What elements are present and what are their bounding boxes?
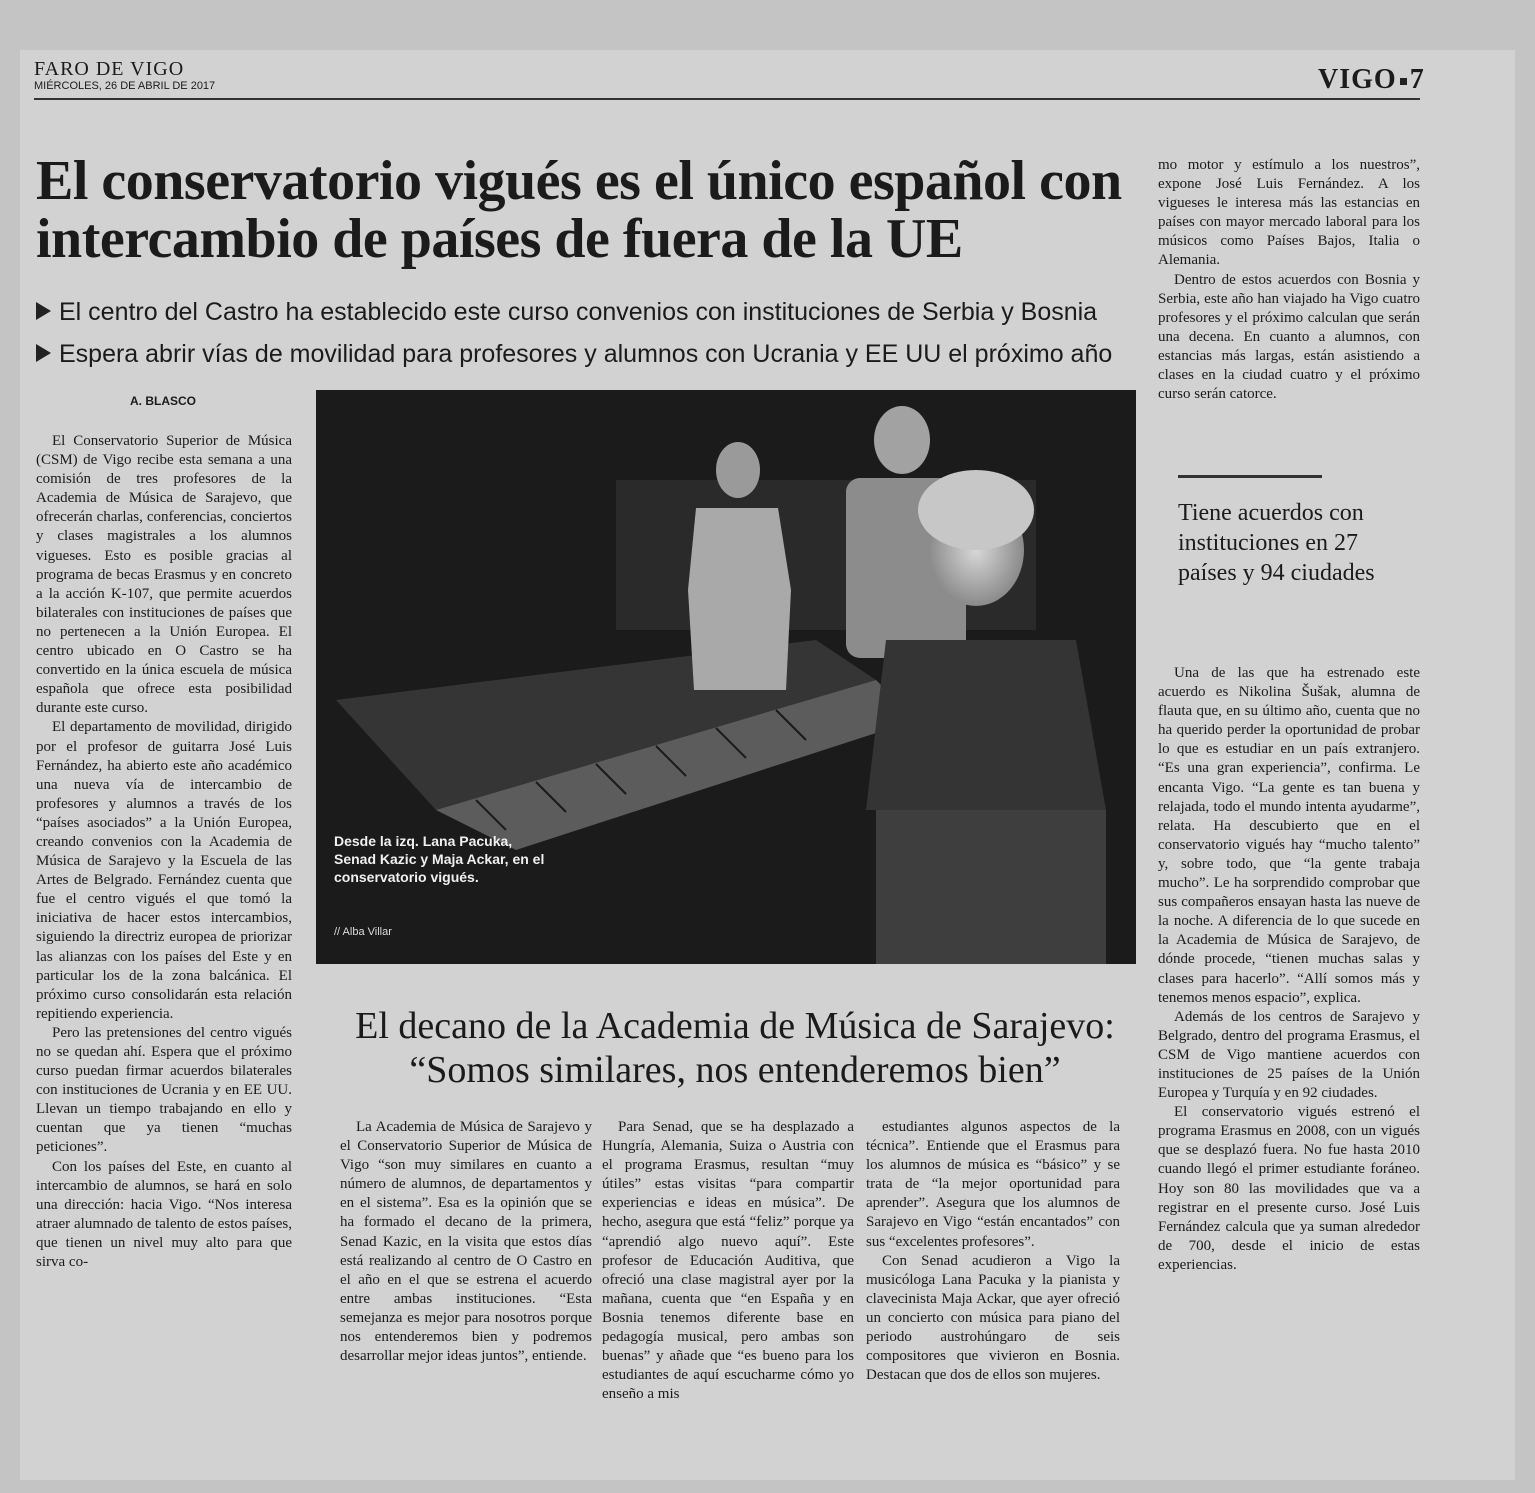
paragraph: La Academia de Música de Sarajevo y el Conservatorio Superior de Música de Vigo “son muy similares en cuanto a número de alumnos, de departamentos y en el sistema”. Esa es la opinión que se ha formado el decano de la primera, Senad Kazic, en la visita que estos días está realizando al centro de O Castro en el año en el que se estrena el acuerdo entre ambas instituciones. “Esta semejanza es mejor para nosotros porque nos entenderemos bien y podremos desarrollar mejor ideas juntos”, entiende. <box>340 1119 592 1365</box>
bullet-triangle-icon <box>36 302 51 320</box>
section-name: VIGO <box>1318 64 1397 95</box>
sidebar-column-3 <box>866 1118 1120 1385</box>
photo-credit: // Alba Villar <box>334 926 392 938</box>
pull-quote-rule <box>1178 475 1322 478</box>
paragraph: estudiantes algunos aspectos de la técnica”. Entiende que el Erasmus para los alumnos de música es “básico” y se trata de “la mejor oportunidad para aprender”. Asegura que los alumnos de Sarajevo en Vigo “están encantados” con sus “excelentes profesores”. <box>866 1119 1120 1250</box>
paragraph: El Conservatorio Superior de Música (CSM) de Vigo recibe esta semana a una comisión de tres profesores de la Academia de Música de Sarajevo, que ofrecerán charlas, conferencias, conciertos y clases magistrales a los alumnos vigueses. Esto es posible gracias al programa de becas Erasmus y en concreto a la acción K-107, que permite acuerdos bilaterales con instituciones de países que no pertenecen a la Unión Europea. El centro ubicado en O Castro se ha convertido en la única escuela de música española que ofrece esta posibilidad durante este curso. <box>36 433 292 717</box>
bullet-triangle-icon <box>36 344 51 362</box>
paragraph: mo motor y estímulo a los nuestros”, expone José Luis Fernández. A los vigueses le interesa más las estancias en países con mayor mercado laboral para los músicos como Países Bajos, Italia o Alemania. <box>1158 157 1420 269</box>
photo-caption: Desde la izq. Lana Pacuka, Senad Kazic y Maja Ackar, en el conservatorio vigués. <box>334 833 545 885</box>
page-number: 7 <box>1409 64 1425 95</box>
article-subhead-2: Espera abrir vías de movilidad para profesores y alumnos con Ucrania y EE UU el próximo año <box>36 340 1112 369</box>
sidebar-column-1 <box>340 1118 592 1366</box>
paragraph: Además de los centros de Sarajevo y Belgrado, dentro del programa Erasmus, el CSM de Vigo mantiene acuerdos con instituciones de 25 países de la Unión Europea y Turquía y en 92 ciudades. <box>1158 1008 1420 1102</box>
sidebar-headline: El decano de la Academia de Música de Sarajevo: “Somos similares, nos entenderemos bien” <box>355 1005 1115 1091</box>
paragraph: Pero las pretensiones del centro vigués no se quedan ahí. Espera que el próximo curso puedan firmar acuerdos bilaterales con instituciones de Ucrania y en EE UU. Llevan un tiempo trabajando en ello y cuentan que ya tienen “muchas peticiones”. <box>36 1024 292 1156</box>
paragraph: Con Senad acudieron a Vigo la musicóloga Lana Pacuka y la pianista y clavecinista Maja Ackar, que ayer ofreció un concierto con música para piano del periodo austrohúngaro de seis compositores que vivieron en Bosnia. Destacan que dos de ellos son mujeres. <box>866 1252 1120 1384</box>
article-column-right-bottom <box>1158 664 1420 1275</box>
masthead-rule <box>34 98 1420 100</box>
paragraph: Para Senad, que se ha desplazado a Hungría, Alemania, Suiza o Austria con el programa Erasmus, resultan “muy útiles” estas visitas “para compartir experiencias e ideas en música”. De hecho, asegura que está “feliz” porque ya “aprendió algo nuevo aquí”. Este profesor de Educación Auditiva, que ofreció una clase magistral ayer por la mañana, cuenta que “en España y en Bosnia tenemos diferente base en pedagogía musical, pero ambas son buenas” y añade que “es bueno para los estudiantes de aquí escucharme cómo yo enseño a mis <box>602 1119 854 1403</box>
paragraph: El departamento de movilidad, dirigido por el profesor de guitarra José Luis Fernández, ha abierto este año académico una nueva vía de intercambio de profesores y alumnos a través de los “países asociados” a la Unión Europea, creando convenios con la Academia de Música de Sarajevo y la Escuela de las Artes de Belgrado. Fernández cuenta que fue el centro vigués el que tomó la iniciativa de hacer estos intercambios, siguiendo la directriz europea de priorizar las alianzas con los países del Este y en particular los de la zona balcánica. El próximo curso consolidarán esta relación repitiendo experiencia. <box>36 719 292 1022</box>
paragraph: Con los países del Este, en cuanto al intercambio de alumnos, se hará en solo una dirección: hacia Vigo. “Nos interesa atraer alumnado de talento de estos países, que tienen un nivel muy alto para que sirva co- <box>36 1158 292 1271</box>
pull-quote: Tiene acuerdos con instituciones en 27 países y 94 ciudades <box>1178 500 1375 586</box>
article-headline: El conservatorio vigués es el único español con intercambio de países de fuera de la UE <box>36 150 1122 270</box>
paragraph: Dentro de estos acuerdos con Bosnia y Serbia, este año han viajado ha Vigo cuatro profesores y el próximo calculan que serán una decena. En cuanto a alumnos, con estancias más largas, están asistiendo a clases en la ciudad cuatro y el próximo curso serán catorce. <box>1158 271 1420 403</box>
paragraph: El conservatorio vigués estrenó el programa Erasmus en 2008, con un vigués que se desplazó fuera. No fue hasta 2010 cuando llegó el primer estudiante foráneo. Hoy son 80 las movilidades que va a registrar en el presente curso. José Luis Fernández calcula que ya suman alrededor de 700, desde el inicio de estas experiencias. <box>1158 1104 1420 1273</box>
issue-date: MIÉRCOLES, 26 DE ABRIL DE 2017 <box>34 80 216 92</box>
section-page-label <box>1318 64 1425 96</box>
article-column-1 <box>36 432 292 1272</box>
paragraph: Una de las que ha estrenado este acuerdo es Nikolina Šušak, alumna de flauta que, en su último año, cuenta que no ha querido perder la oportunidad de probar lo que es estudiar en un país extranjero. “Es una gran experiencia”, confirma. Le encanta Vigo. “La gente es tan buena y relajada, todo el mundo intenta ayudarme”, relata. Ha descubierto que en el conservatorio vigués hay “mucho talento” y, sobre todo, que “la gente trabaja mucho”. Le ha sorprendido comprobar que sus compañeros ensayan hasta las nueve de la noche. A diferencia de lo que sucede en la Academia de Música de Sarajevo, de dónde procede, “tienen muchas salas y clases para hacerlo”. “Allí somos más y tenemos menos espacio”, explica. <box>1158 665 1420 1006</box>
newspaper-name: FARO DE VIGO <box>34 58 185 80</box>
article-column-right-top <box>1158 156 1420 404</box>
sidebar-column-2 <box>602 1118 854 1404</box>
article-subhead-1: El centro del Castro ha establecido este curso convenios con instituciones de Serbia y Bosnia <box>36 298 1097 327</box>
byline: A. BLASCO <box>130 394 196 408</box>
section-separator-icon <box>1400 78 1407 85</box>
